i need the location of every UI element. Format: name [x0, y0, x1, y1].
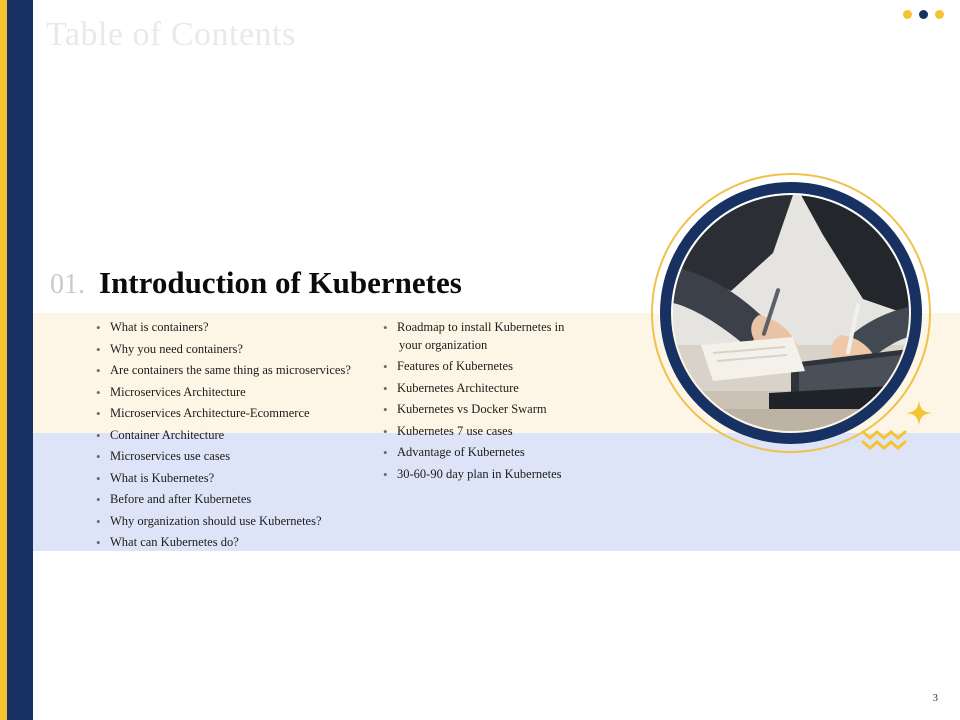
- list-item: [96, 471, 386, 486]
- list-item-label: What is containers?: [110, 320, 209, 334]
- bullet-icon: •: [96, 535, 101, 550]
- list-item: [383, 402, 663, 417]
- photo-image: [673, 195, 909, 431]
- list-item: [383, 320, 663, 335]
- list-item: [96, 363, 386, 378]
- list-item: [96, 535, 386, 550]
- bullet-icon: •: [96, 513, 101, 529]
- list-item-label: Kubernetes vs Docker Swarm: [397, 402, 547, 416]
- bullet-icon: •: [383, 359, 388, 374]
- section-title: Introduction of Kubernetes: [99, 265, 462, 300]
- toc-list-right: [383, 320, 663, 488]
- list-item-label: Why you need containers?: [110, 341, 243, 356]
- bullet-icon: •: [383, 320, 388, 335]
- list-item-label: Kubernetes Architecture: [397, 380, 519, 395]
- bullet-icon: •: [383, 466, 388, 482]
- toc-list-left: [96, 320, 386, 557]
- dot-yellow-icon: [903, 10, 912, 19]
- list-item: [96, 406, 386, 421]
- bullet-icon: •: [96, 470, 101, 486]
- list-item: [383, 424, 663, 439]
- list-item: [96, 428, 386, 443]
- bullet-icon: •: [383, 380, 388, 396]
- dot-navy-icon: [919, 10, 928, 19]
- list-item-label: Before and after Kubernetes: [110, 492, 252, 506]
- section-number: 01.: [50, 269, 85, 300]
- bullet-icon: •: [96, 427, 101, 443]
- list-item-label: What can Kubernetes do?: [110, 535, 239, 549]
- list-item-label: Why organization should use Kubernetes?: [110, 513, 322, 528]
- sparkle-icon: [906, 400, 932, 426]
- list-item: [96, 320, 386, 335]
- list-item-label: Are containers the same thing as microservices?: [110, 363, 351, 377]
- list-item: [383, 445, 663, 460]
- list-item-label: Container Architecture: [110, 427, 225, 442]
- section-heading: [50, 265, 462, 301]
- list-item-label: Features of Kubernetes: [397, 359, 513, 373]
- list-item-label: Microservices use cases: [110, 449, 231, 463]
- page-number: 3: [932, 692, 938, 704]
- bullet-icon: •: [96, 363, 101, 378]
- bullet-icon: •: [96, 406, 101, 421]
- list-item: [383, 359, 663, 374]
- bullet-icon: •: [96, 341, 101, 357]
- list-item-label: Microservices Architecture-Ecommerce: [110, 406, 310, 420]
- list-item: [383, 467, 663, 482]
- bullet-icon: •: [383, 445, 388, 460]
- list-item-label: What is Kubernetes?: [110, 470, 215, 485]
- bullet-icon: •: [383, 402, 388, 417]
- left-accent-bar-navy: [7, 0, 33, 720]
- list-item-label: Kubernetes 7 use cases: [397, 423, 513, 438]
- left-accent-bar-yellow: [0, 0, 7, 720]
- list-item-label: Roadmap to install Kubernetes in: [397, 320, 565, 334]
- bullet-icon: •: [96, 384, 101, 400]
- list-item: [96, 492, 386, 507]
- list-item: [96, 342, 386, 357]
- list-item: [96, 514, 386, 529]
- bullet-icon: •: [96, 492, 101, 507]
- list-item: [96, 449, 386, 464]
- decorative-dots: [903, 10, 944, 19]
- bullet-icon: •: [96, 449, 101, 464]
- list-item-continuation: your organization: [399, 337, 488, 352]
- page-title: Table of Contents: [46, 16, 296, 53]
- list-item-label: Advantage of Kubernetes: [397, 445, 525, 459]
- bullet-icon: •: [383, 423, 388, 439]
- list-item: [96, 385, 386, 400]
- list-item: [383, 381, 663, 396]
- bullet-icon: •: [96, 320, 101, 335]
- list-item-label: 30-60-90 day plan in Kubernetes: [397, 466, 562, 481]
- squiggle-lines-icon: [861, 428, 907, 450]
- circular-photo-frame: [651, 173, 931, 453]
- list-item-label: Microservices Architecture: [110, 384, 246, 399]
- dot-yellow-icon: [935, 10, 944, 19]
